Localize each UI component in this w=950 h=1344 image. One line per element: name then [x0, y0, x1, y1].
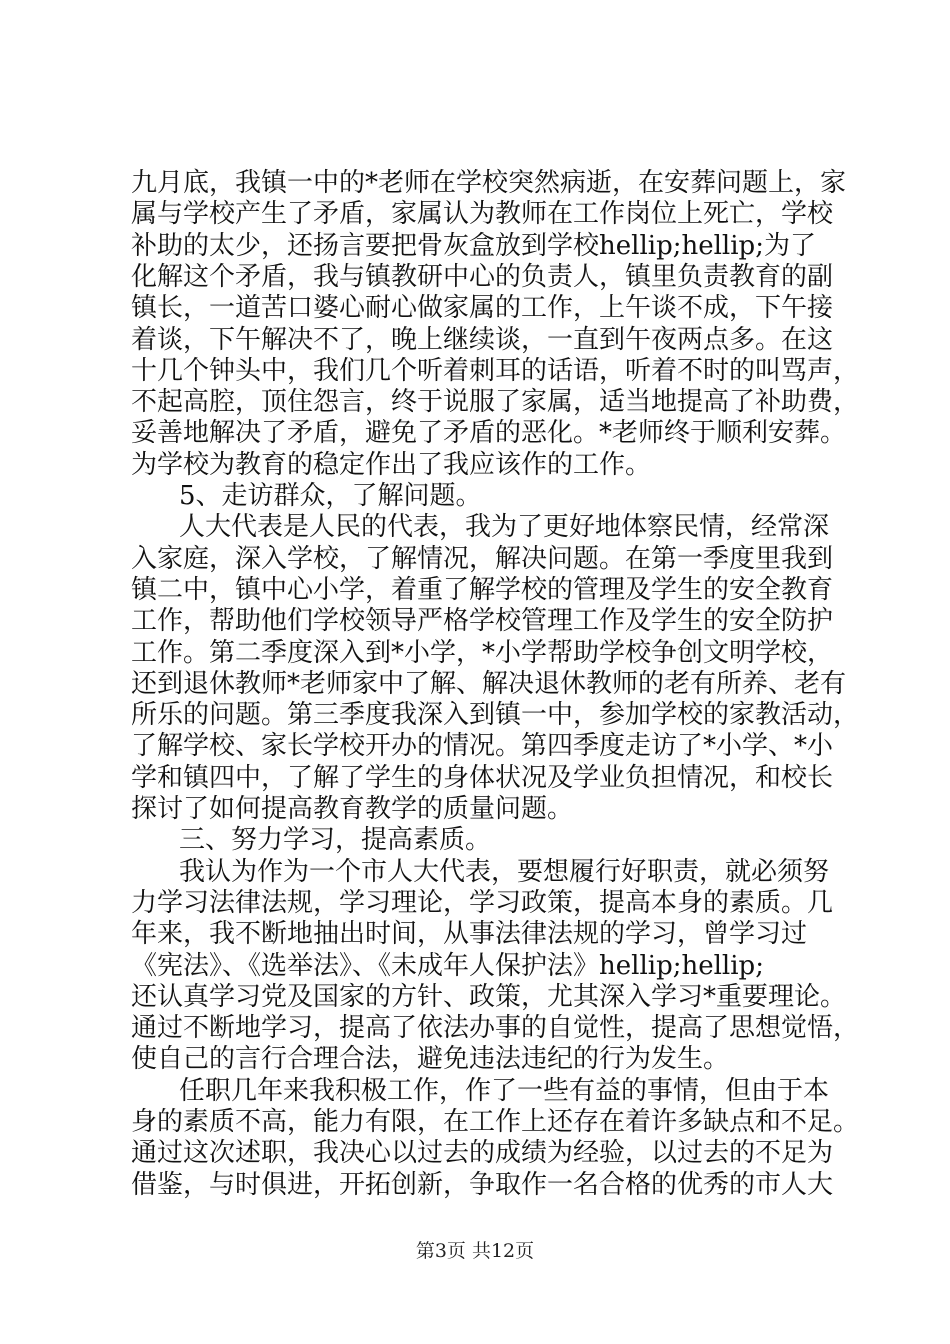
text-line: 我认为作为一个市人大代表，要想履行好职责，就必须努: [179, 856, 830, 887]
section-heading: 5、走访群众，了解问题。: [179, 481, 482, 511]
text-line: 年来，我不断地抽出时间，从事法律法规的学习，曾学习过: [131, 919, 808, 950]
text-line: 通过不断地学习，提高了依法办事的自觉性，提高了思想觉悟，: [131, 1013, 860, 1044]
text-line: 镇二中，镇中心小学，着重了解学校的管理及学生的安全教育: [131, 574, 834, 605]
text-line: 借鉴，与时俱进，开拓创新，争取作一名合格的优秀的市人大: [131, 1169, 834, 1200]
text-line: 通过这次述职，我决心以过去的成绩为经验，以过去的不足为: [131, 1138, 834, 1169]
text-line: 所乐的问题。第三季度我深入到镇一中，参加学校的家教活动，: [131, 700, 860, 731]
text-line: 任职几年来我积极工作，作了一些有益的事情，但由于本: [179, 1075, 830, 1106]
text-line: 身的素质不高，能力有限，在工作上还存在着许多缺点和不足。: [131, 1107, 860, 1137]
text-line: 为学校为教育的稳定作出了我应该作的工作。: [131, 449, 652, 480]
text-line: 不起高腔，顶住怨言，终于说服了家属，适当地提高了补助费，: [131, 387, 860, 418]
text-line: 人大代表是人民的代表，我为了更好地体察民情，经常深: [179, 512, 830, 543]
text-line: 着谈，下午解决不了，晚上继续谈，一直到午夜两点多。在这: [131, 324, 834, 355]
text-line: 工作。第二季度深入到*小学，*小学帮助学校争创文明学校，: [131, 637, 834, 668]
text-line: 使自己的言行合理合法，避免违法违纪的行为发生。: [131, 1044, 730, 1075]
text-line: 探讨了如何提高教育教学的质量问题。: [131, 794, 574, 824]
text-line: 妥善地解决了矛盾，避免了矛盾的恶化。*老师终于顺利安葬。: [131, 418, 847, 449]
page-footer: 第3页 共12页: [415, 1240, 535, 1262]
text-line: 《宪法》、《选举法》、《未成年人保护法》hellip;hellip;: [131, 950, 764, 981]
text-line: 还认真学习党及国家的方针、政策，尤其深入学习*重要理论。: [131, 981, 847, 1012]
text-line: 镇长，一道苦口婆心耐心做家属的工作，上午谈不成，下午接: [131, 293, 834, 324]
text-line: 化解这个矛盾，我与镇教研中心的负责人，镇里负责教育的副: [131, 261, 834, 292]
text-line: 补助的太少，还扬言要把骨灰盒放到学校hellip;hellip;为了: [131, 230, 816, 261]
text-line: 十几个钟头中，我们几个听着刺耳的话语，听着不时的叫骂声，: [131, 355, 860, 386]
text-line: 九月底，我镇一中的*老师在学校突然病逝，在安葬问题上，家: [131, 168, 847, 198]
text-line: 属与学校产生了矛盾，家属认为教师在工作岗位上死亡，学校: [131, 199, 834, 230]
text-line: 了解学校、家长学校开办的情况。第四季度走访了*小学、*小: [131, 731, 834, 762]
text-line: 工作，帮助他们学校领导严格学校管理工作及学生的安全防护: [131, 606, 834, 637]
text-line: 学和镇四中，了解了学生的身体状况及学业负担情况，和校长: [131, 762, 834, 793]
text-line: 力学习法律法规，学习理论，学习政策，提高本身的素质。几: [131, 887, 834, 918]
section-heading: 三、努力学习，提高素质。: [179, 825, 492, 856]
text-line: 还到退休教师*老师家中了解、解决退休教师的老有所养、老有: [131, 668, 847, 699]
text-line: 入家庭，深入学校，了解情况，解决问题。在第一季度里我到: [131, 543, 834, 574]
